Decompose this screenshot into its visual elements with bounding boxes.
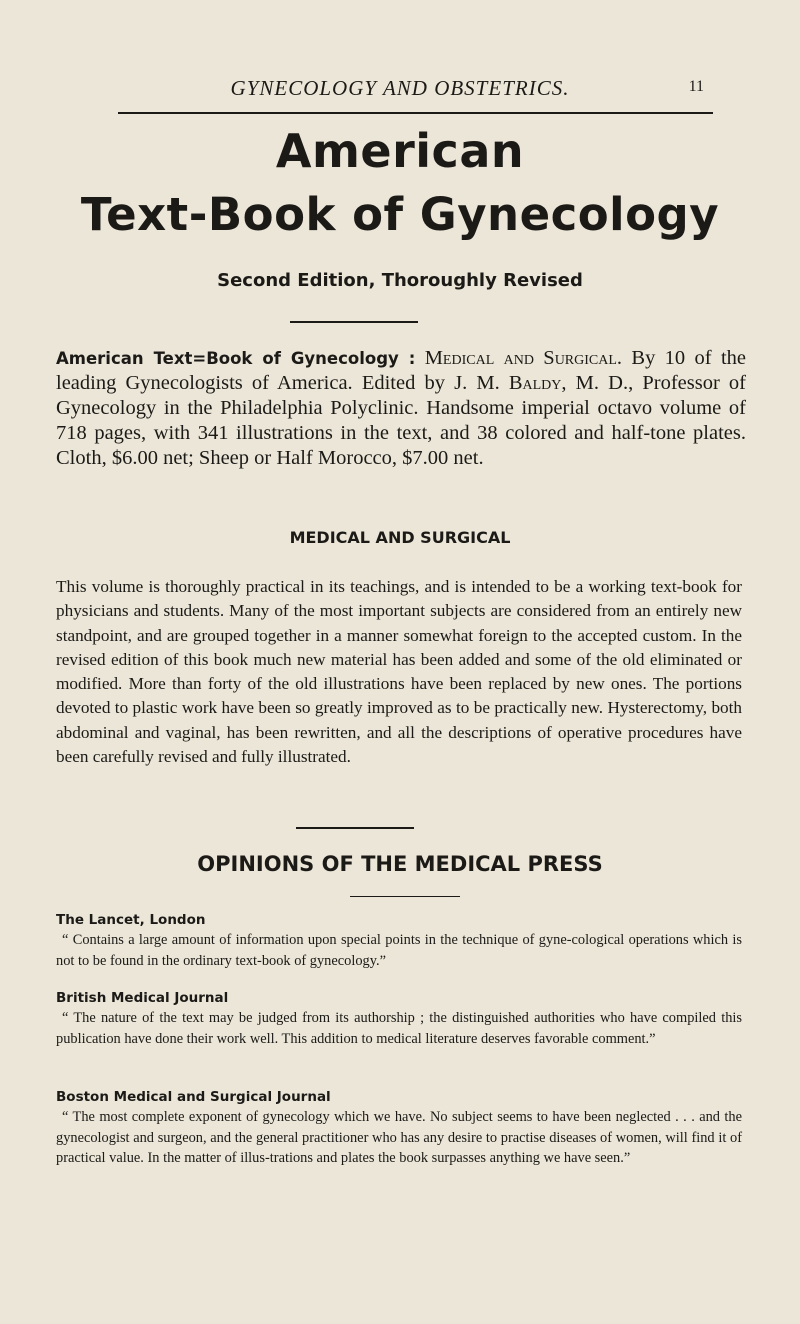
review-quote: “ The nature of the text may be judged from its authorship ; the distinguished authorities who have compiled this publication have done their work well. This addition to medical literature deserves favorable comment.” [56, 1010, 742, 1047]
opinions-heading: OPINIONS OF THE MEDICAL PRESS [197, 852, 603, 876]
running-head [0, 76, 800, 106]
page-number: 11 [688, 78, 704, 95]
editor-surname: Baldy [508, 372, 562, 394]
running-title: GYNECOLOGY AND OBSTETRICS. [230, 76, 570, 100]
title-line-1: American [275, 124, 525, 178]
edition-subtitle: Second Edition, Thoroughly Revised [217, 270, 583, 291]
divider-rule-thin [350, 896, 460, 897]
divider-rule [290, 321, 418, 323]
book-entry [56, 346, 746, 471]
divider-rule [296, 827, 414, 829]
medical-surgical-heading: MEDICAL AND SURGICAL [289, 528, 511, 547]
review [56, 910, 742, 971]
title-line-2: Text-Book of Gynecology [80, 188, 720, 241]
review [56, 988, 742, 1049]
review-quote: “ Contains a large amount of information upon special points in the technique of gyne-cological operations which is not to be found in the ordinary text-book of gynecology.” [56, 932, 742, 969]
book-entry-text-2: , M. D., Professor of Gynecology in the Philadelphia Polyclinic. Handsome imperial octavo volume of 718 pages, with 341 illustrations in the text, and 38 colored and half-tone plates. Cloth, $6.00 net; Sheep or Half Morocco, $7.00 net. [56, 372, 746, 469]
header-rule [118, 112, 713, 114]
book-entry-text-1: By 10 of the leading Gynecologists of America. Edited by J. M. [56, 347, 747, 394]
review-source: The Lancet, London [56, 912, 206, 928]
book-description: This volume is thoroughly practical in its teachings, and is intended to be a working text-book for physicians and students. Many of the most important subjects are considered from an entirely new standpoint, and are grouped together in a manner somewhat foreign to the accepted custom. In the revised edition of this book much new material has been added and some of the old eliminated or modified. More than forty of the old illustrations have been replaced by new ones. The portions devoted to plastic work have been so greatly improved as to be practically new. Hysterectomy, both abdominal and vaginal, has been rewritten, and all the descriptions of operative procedures have been carefully revised and fully illustrated. [56, 577, 742, 767]
review-source: Boston Medical and Surgical Journal [56, 1089, 331, 1105]
review [56, 1087, 742, 1169]
review-quote: “ The most complete exponent of gynecology which we have. No subject seems to have been neglected . . . and the gynecologist and surgeon, and the general practitioner who has any desire to practise diseases of women, will find it of practical value. In the matter of illus-trations and plates the book surpasses anything we have seen.” [56, 1109, 742, 1166]
review-source: British Medical Journal [56, 990, 229, 1006]
book-category: Medical and Surgical. [424, 347, 623, 369]
book-name: American Text=Book of Gynecology : [56, 349, 416, 368]
